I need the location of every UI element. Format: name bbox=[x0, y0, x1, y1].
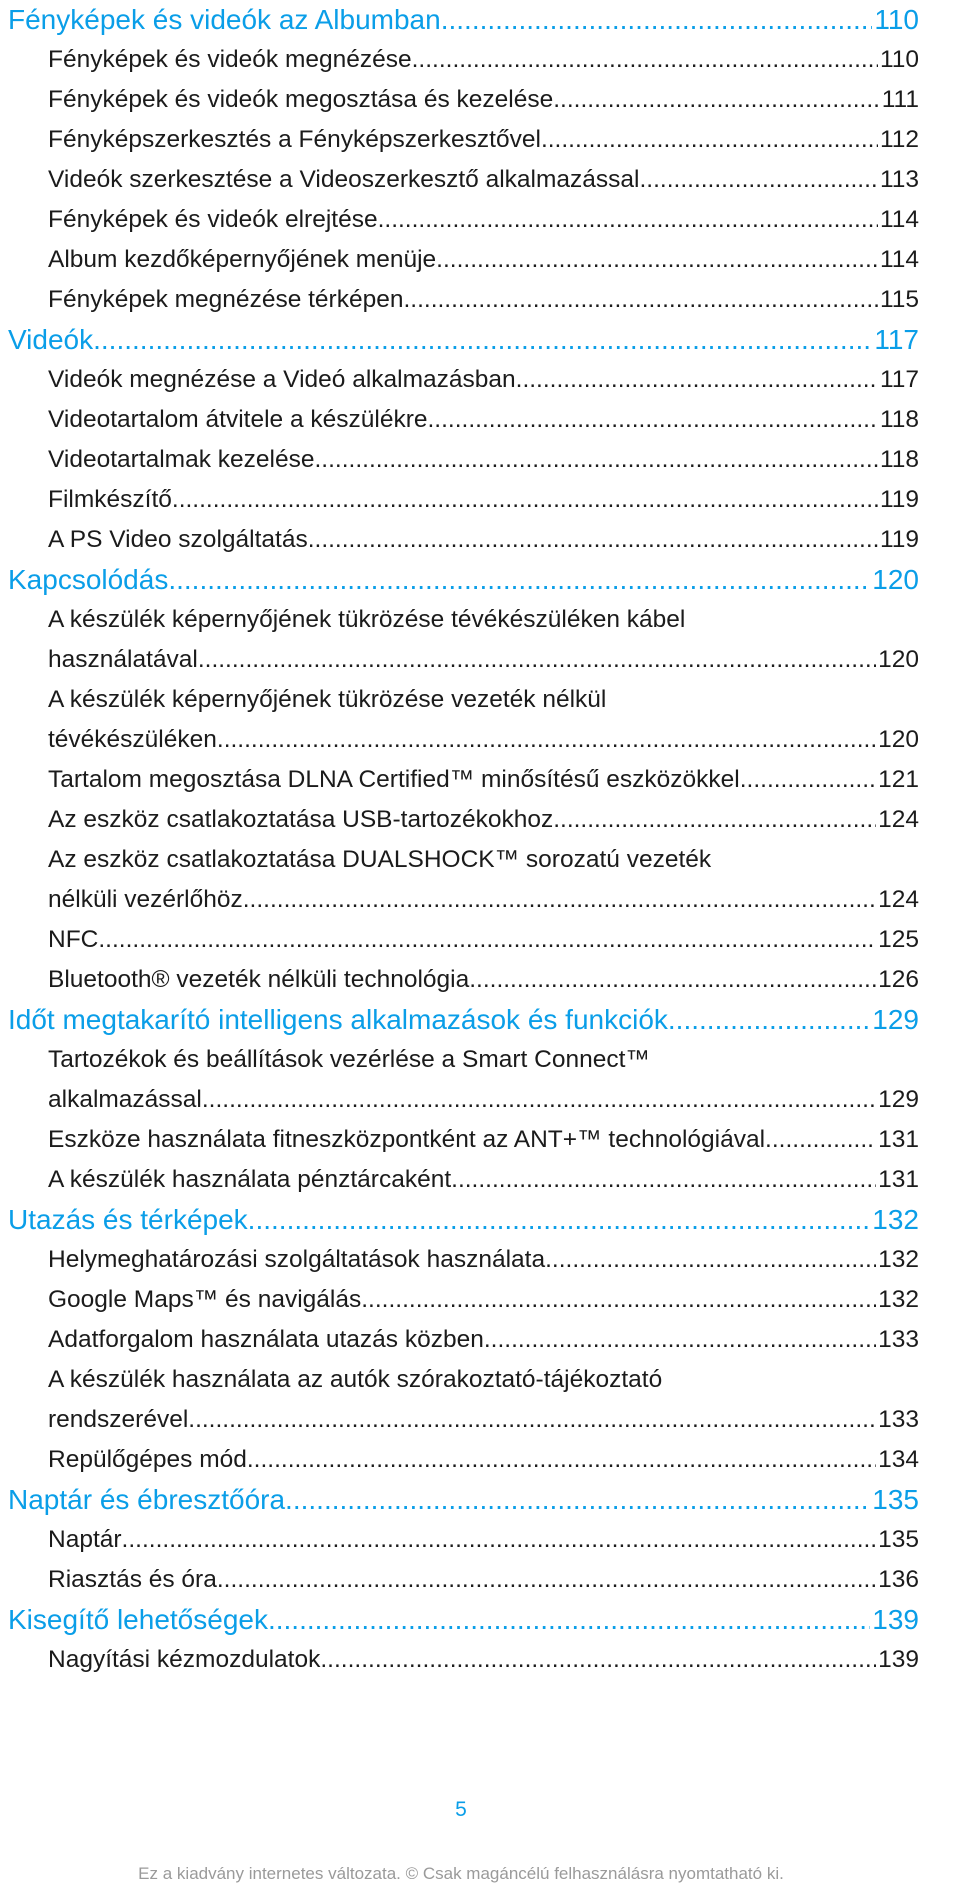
toc-entry-page-number: 124 bbox=[878, 806, 919, 833]
toc-entry-line bbox=[48, 1440, 919, 1480]
toc-entry-page-number: 111 bbox=[881, 86, 919, 113]
toc-entry-line bbox=[48, 960, 919, 1000]
toc-subsection-entry[interactable] bbox=[0, 40, 960, 80]
toc-entry-page-number: 119 bbox=[879, 486, 919, 513]
dot-leader bbox=[378, 200, 878, 240]
toc-entry-label: Utazás és térképek bbox=[8, 1204, 248, 1235]
toc-entry-label: Az eszköz csatlakoztatása USB-tartozékokhoz bbox=[48, 806, 554, 833]
dot-leader bbox=[122, 1520, 877, 1560]
toc-entry-label: NFC bbox=[48, 926, 99, 953]
toc-entry-label: Naptár bbox=[48, 1526, 122, 1553]
toc-subsection-entry[interactable] bbox=[0, 360, 960, 400]
toc-entry-label: Kisegítő lehetőségek bbox=[8, 1604, 268, 1635]
dot-leader bbox=[516, 360, 878, 400]
dot-leader bbox=[436, 240, 878, 280]
dot-leader bbox=[314, 440, 877, 480]
toc-section-entry[interactable] bbox=[0, 1000, 960, 1040]
toc-entry-page-number: 131 bbox=[878, 1166, 919, 1193]
toc-entry-line bbox=[48, 40, 919, 80]
toc-subsection-entry[interactable] bbox=[0, 840, 960, 920]
toc-entry-page-number: 139 bbox=[872, 1604, 919, 1635]
toc-entry-page-number: 132 bbox=[878, 1246, 919, 1273]
footer-note: Ez a kiadvány internetes változata. © Csak magáncélú felhasználásra nyomtatható ki. bbox=[138, 1864, 784, 1883]
toc-entry-page-number: 133 bbox=[878, 1406, 919, 1433]
toc-entry-line bbox=[8, 560, 919, 600]
toc-entry-page-number: 120 bbox=[878, 646, 919, 673]
toc-entry-label: Nagyítási kézmozdulatok bbox=[48, 1646, 321, 1673]
toc-entry-line bbox=[48, 80, 919, 120]
toc-entry-label: Album kezdőképernyőjének menüje bbox=[48, 246, 437, 273]
dot-leader bbox=[412, 40, 878, 80]
toc-entry-line bbox=[48, 480, 919, 520]
toc-entry-line bbox=[48, 1120, 919, 1160]
toc-entry-line bbox=[48, 1520, 919, 1560]
toc-entry-label: Eszköze használata fitneszközpontként az ANT+™ technológiával. bbox=[48, 1126, 772, 1153]
toc-entry-label: Videók bbox=[8, 324, 94, 355]
dot-leader bbox=[268, 1600, 870, 1640]
toc-entry-label: Filmkészítő bbox=[48, 486, 172, 513]
toc-subsection-entry[interactable] bbox=[0, 760, 960, 800]
toc-entry-page-number: 119 bbox=[879, 526, 919, 553]
toc-entry-page-number: 133 bbox=[878, 1326, 919, 1353]
toc-entry-label: nélküli vezérlőhöz bbox=[48, 886, 243, 913]
toc-entry-line bbox=[48, 1160, 919, 1200]
toc-section-entry[interactable] bbox=[0, 1600, 960, 1640]
dot-leader bbox=[202, 1080, 876, 1120]
toc-entry-label: Adatforgalom használata utazás közben bbox=[48, 1326, 484, 1353]
toc-subsection-entry[interactable] bbox=[0, 440, 960, 480]
page-number: 5 bbox=[455, 1798, 467, 1821]
toc-subsection-entry[interactable] bbox=[0, 800, 960, 840]
toc-section-entry[interactable] bbox=[0, 320, 960, 360]
toc-entry-page-number: 110 bbox=[879, 46, 919, 73]
toc-entry-line bbox=[8, 0, 919, 40]
dot-leader bbox=[772, 1120, 876, 1160]
toc-entry-label: A PS Video szolgáltatás bbox=[48, 526, 308, 553]
toc-subsection-entry[interactable] bbox=[0, 1440, 960, 1480]
toc-entry-line bbox=[48, 1080, 919, 1120]
toc-entry-page-number: 120 bbox=[872, 564, 919, 595]
toc-subsection-entry[interactable] bbox=[0, 400, 960, 440]
toc-entry-page-number: 114 bbox=[879, 206, 919, 233]
dot-leader bbox=[168, 560, 870, 600]
toc-subsection-entry[interactable] bbox=[0, 680, 960, 760]
toc-entry-page-number: 134 bbox=[878, 1446, 919, 1473]
toc-entry-page-number: 132 bbox=[878, 1286, 919, 1313]
dot-leader bbox=[639, 160, 877, 200]
toc-subsection-entry[interactable] bbox=[0, 1240, 960, 1280]
dot-leader bbox=[668, 1000, 870, 1040]
toc-subsection-entry[interactable] bbox=[0, 120, 960, 160]
toc-subsection-entry[interactable] bbox=[0, 80, 960, 120]
toc-entry-line bbox=[8, 1200, 919, 1240]
toc-entry-label: Videotartalmak kezelése bbox=[48, 446, 315, 473]
toc-entry-page-number: 131 bbox=[878, 1126, 919, 1153]
toc-entry-label: Videók megnézése a Videó alkalmazásban bbox=[48, 366, 516, 393]
toc-entry-page-number: 120 bbox=[878, 726, 919, 753]
dot-leader bbox=[545, 1240, 876, 1280]
toc-subsection-entry[interactable] bbox=[0, 1520, 960, 1560]
toc-subsection-entry[interactable] bbox=[0, 280, 960, 320]
toc-entry-label: Bluetooth® vezeték nélküli technológia bbox=[48, 966, 470, 993]
toc-entry-line bbox=[8, 1000, 919, 1040]
toc-entry-label: Időt megtakarító intelligens alkalmazások és funkciók bbox=[8, 1004, 668, 1035]
dot-leader bbox=[361, 1280, 876, 1320]
dot-leader bbox=[441, 0, 873, 40]
toc-subsection-entry[interactable] bbox=[0, 1360, 960, 1440]
dot-leader bbox=[248, 1200, 871, 1240]
dot-leader bbox=[188, 1400, 876, 1440]
toc-entry-label: Fényképek és videók megosztása és kezelése bbox=[48, 86, 554, 113]
toc-entry-label: Fényképek megnézése térképen bbox=[48, 286, 404, 313]
dot-leader bbox=[247, 1440, 876, 1480]
toc-entry-line bbox=[48, 200, 919, 240]
toc-entry-line bbox=[48, 880, 919, 920]
dot-leader bbox=[469, 960, 876, 1000]
dot-leader bbox=[428, 400, 878, 440]
toc-entry-line bbox=[48, 240, 919, 280]
toc-entry-page-number: 112 bbox=[879, 126, 919, 153]
toc-entry-label: Videotartalom átvitele a készülékre bbox=[48, 406, 428, 433]
toc-subsection-entry[interactable] bbox=[0, 600, 960, 680]
toc-entry-line bbox=[48, 1320, 919, 1360]
toc-entry-label: Fényképek és videók megnézése bbox=[48, 46, 412, 73]
toc-entry-label-line: A készülék képernyőjének tükrözése tévékészüléken kábel bbox=[48, 606, 686, 633]
toc-subsection-entry[interactable] bbox=[0, 920, 960, 960]
dot-leader bbox=[403, 280, 877, 320]
dot-leader bbox=[553, 800, 876, 840]
toc-entry-page-number: 129 bbox=[878, 1086, 919, 1113]
toc-entry-page-number: 136 bbox=[878, 1566, 919, 1593]
toc-entry-line bbox=[48, 1640, 919, 1680]
toc-entry-line bbox=[48, 760, 919, 800]
toc-entry-page-number: 132 bbox=[872, 1204, 919, 1235]
toc-subsection-entry[interactable] bbox=[0, 1640, 960, 1680]
toc-entry-line bbox=[48, 360, 919, 400]
toc-entry-label: Naptár és ébresztőóra bbox=[8, 1484, 286, 1515]
toc-entry-label: Videók szerkesztése a Videoszerkesztő alkalmazással bbox=[48, 166, 640, 193]
toc-entry-line bbox=[48, 400, 919, 440]
dot-leader bbox=[172, 480, 878, 520]
toc-entry-label: tévékészüléken bbox=[48, 726, 217, 753]
toc-subsection-entry[interactable] bbox=[0, 1040, 960, 1120]
toc-entry-page-number: 115 bbox=[879, 286, 919, 313]
toc-entry-line bbox=[48, 1280, 919, 1320]
toc-entry-line bbox=[8, 1480, 919, 1520]
toc-entry-line bbox=[8, 1600, 919, 1640]
toc-entry-line bbox=[48, 800, 919, 840]
toc-entry-label: Helymeghatározási szolgáltatások használata bbox=[48, 1246, 546, 1273]
toc-entry-page-number: 114 bbox=[879, 246, 919, 273]
toc-section-entry[interactable] bbox=[0, 0, 960, 40]
dot-leader bbox=[541, 120, 878, 160]
toc-subsection-entry[interactable] bbox=[0, 520, 960, 560]
toc-entry-page-number: 135 bbox=[878, 1526, 919, 1553]
toc-entry-label-line: A készülék használata az autók szórakoztató-tájékoztató bbox=[48, 1366, 663, 1393]
toc-subsection-entry[interactable] bbox=[0, 240, 960, 280]
toc-entry-label: használatával bbox=[48, 646, 198, 673]
toc-subsection-entry[interactable] bbox=[0, 1160, 960, 1200]
toc-entry-page-number: 126 bbox=[878, 966, 919, 993]
toc-entry-line bbox=[48, 1240, 919, 1280]
toc-subsection-entry[interactable] bbox=[0, 480, 960, 520]
dot-leader bbox=[98, 920, 876, 960]
toc-entry-label: alkalmazással bbox=[48, 1086, 202, 1113]
toc-entry-label: Repülőgépes mód bbox=[48, 1446, 247, 1473]
toc-entry-line bbox=[48, 920, 919, 960]
toc-section-entry[interactable] bbox=[0, 560, 960, 600]
dot-leader bbox=[217, 720, 876, 760]
toc-entry-label: Tartalom megosztása DLNA Certified™ minősítésű eszközökkel bbox=[48, 766, 740, 793]
toc-entry-line bbox=[48, 720, 919, 760]
toc-entry-page-number: 121 bbox=[878, 766, 919, 793]
toc-subsection-entry[interactable] bbox=[0, 200, 960, 240]
toc-entry-line bbox=[48, 520, 919, 560]
toc-entry-page-number: 118 bbox=[879, 406, 919, 433]
toc-subsection-entry[interactable] bbox=[0, 1320, 960, 1360]
toc-entry-page-number: 139 bbox=[878, 1646, 919, 1673]
toc-entry-line bbox=[8, 320, 919, 360]
dot-leader bbox=[243, 880, 876, 920]
toc-subsection-entry[interactable] bbox=[0, 960, 960, 1000]
toc-entry-line bbox=[48, 280, 919, 320]
toc-entry-label: rendszerével bbox=[48, 1406, 189, 1433]
dot-leader bbox=[320, 1640, 876, 1680]
dot-leader bbox=[553, 80, 880, 120]
dot-leader bbox=[198, 640, 876, 680]
dot-leader bbox=[740, 760, 876, 800]
toc-section-entry[interactable] bbox=[0, 1480, 960, 1520]
toc-entry-label: Riasztás és óra bbox=[48, 1566, 217, 1593]
toc-subsection-entry[interactable] bbox=[0, 1280, 960, 1320]
toc-entry-page-number: 113 bbox=[879, 166, 919, 193]
toc-entry-page-number: 124 bbox=[878, 886, 919, 913]
toc-entry-label-line: Az eszköz csatlakoztatása DUALSHOCK™ sorozatú vezeték bbox=[48, 846, 712, 873]
toc-entry-line bbox=[48, 1400, 919, 1440]
toc-subsection-entry[interactable] bbox=[0, 160, 960, 200]
toc-entry-page-number: 135 bbox=[872, 1484, 919, 1515]
toc-entry-label: Google Maps™ és navigálás bbox=[48, 1286, 362, 1313]
toc-section-entry[interactable] bbox=[0, 1200, 960, 1240]
toc-entry-line bbox=[48, 120, 919, 160]
toc-entry-label-line: Tartozékok és beállítások vezérlése a Smart Connect™ bbox=[48, 1046, 650, 1073]
dot-leader bbox=[484, 1320, 876, 1360]
toc-entry-label: Kapcsolódás bbox=[8, 564, 169, 595]
toc-entry-label: Fényképszerkesztés a Fényképszerkesztővel bbox=[48, 126, 541, 153]
toc-entry-page-number: 110 bbox=[874, 4, 919, 35]
toc-subsection-entry[interactable] bbox=[0, 1120, 960, 1160]
dot-leader bbox=[285, 1480, 870, 1520]
toc-entry-label-line: A készülék képernyőjének tükrözése vezeték nélkül bbox=[48, 686, 607, 713]
toc-entry-line bbox=[48, 160, 919, 200]
dot-leader bbox=[451, 1160, 876, 1200]
toc-entry-page-number: 129 bbox=[872, 1004, 919, 1035]
dot-leader bbox=[308, 520, 878, 560]
toc-entry-label: Fényképek és videók elrejtése bbox=[48, 206, 378, 233]
toc-entry-line bbox=[48, 1560, 919, 1600]
dot-leader bbox=[217, 1560, 876, 1600]
toc-subsection-entry[interactable] bbox=[0, 1560, 960, 1600]
toc-entry-page-number: 117 bbox=[874, 324, 919, 355]
dot-leader bbox=[93, 320, 872, 360]
toc-entry-line bbox=[48, 440, 919, 480]
toc-entry-line bbox=[48, 640, 919, 680]
toc-entry-page-number: 125 bbox=[878, 926, 919, 953]
toc-entry-label: Fényképek és videók az Albumban bbox=[8, 4, 441, 35]
toc-entry-page-number: 118 bbox=[879, 446, 919, 473]
toc-entry-page-number: 117 bbox=[879, 366, 919, 393]
toc-entry-label: A készülék használata pénztárcaként bbox=[48, 1166, 452, 1193]
